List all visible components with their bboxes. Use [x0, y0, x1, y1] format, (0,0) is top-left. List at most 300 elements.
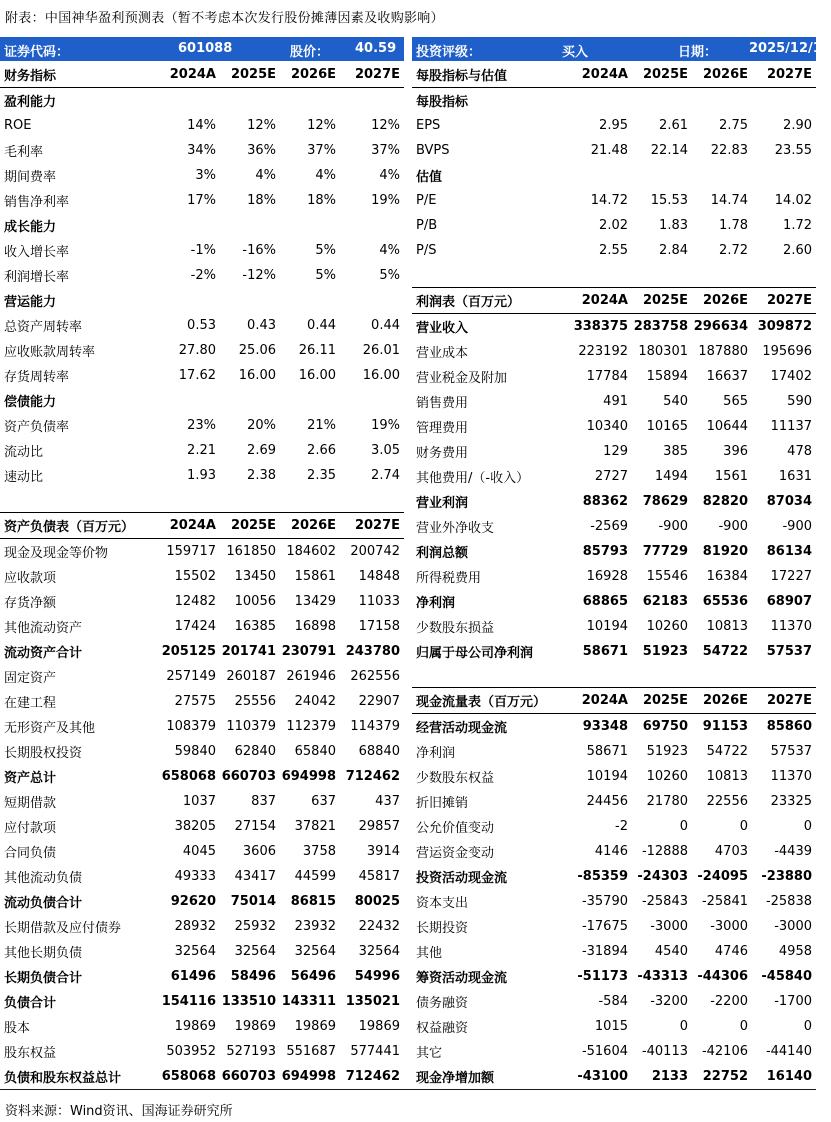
value-cell: 88362	[582, 494, 628, 509]
value-cell: 0	[803, 819, 812, 834]
value-cell: 4%	[255, 168, 276, 183]
value-cell: -900	[718, 519, 748, 534]
row-label: EPS	[416, 118, 441, 133]
value-cell: -43100	[577, 1069, 628, 1084]
value-cell: 13429	[294, 594, 336, 609]
value-cell: 19869	[358, 1019, 400, 1034]
year-header-0: 2024A	[572, 688, 632, 714]
table-row	[0, 363, 404, 388]
value-cell: 16384	[706, 569, 748, 584]
section-label: 偿债能力	[4, 395, 57, 410]
value-cell: 23.55	[774, 143, 812, 158]
table-row	[0, 764, 404, 789]
section-row	[0, 213, 404, 238]
bottom-rule	[0, 1089, 816, 1090]
table-row	[412, 339, 816, 364]
value-cell: 5%	[315, 243, 336, 258]
table-row	[0, 188, 404, 213]
table-row	[0, 313, 404, 338]
empty-cell	[692, 163, 752, 188]
year-header-3: 2027E	[752, 688, 816, 714]
table-row	[0, 839, 404, 864]
value-cell: 12482	[174, 594, 216, 609]
table-row	[0, 1014, 404, 1039]
value-cell: 154116	[161, 994, 216, 1009]
value-cell: 23%	[187, 418, 216, 433]
value-cell: 3914	[366, 844, 400, 859]
value-cell: -25841	[701, 894, 748, 909]
table-row	[0, 1039, 404, 1064]
row-label: 速动比	[4, 470, 44, 485]
value-cell: 3606	[242, 844, 276, 859]
table-row	[0, 989, 404, 1014]
table-row	[0, 739, 404, 764]
value-cell: 4540	[654, 944, 688, 959]
value-cell: 11033	[358, 594, 400, 609]
value-cell: 261946	[286, 669, 336, 684]
section-label: 盈利能力	[4, 95, 57, 110]
value-cell: 110379	[226, 719, 276, 734]
row-label: 其他	[416, 946, 443, 961]
empty-cell	[160, 388, 220, 413]
value-cell: 58496	[230, 969, 276, 984]
table-row	[0, 413, 404, 438]
value-cell: 0	[679, 819, 688, 834]
value-cell: 1631	[778, 469, 812, 484]
row-label: 长期借款及应付债券	[4, 921, 122, 936]
value-cell: 22907	[358, 694, 400, 709]
row-label: 期间费率	[4, 170, 57, 185]
row-label: 其他长期负债	[4, 946, 83, 961]
table-row	[412, 1014, 816, 1039]
value-cell: 12%	[307, 118, 336, 133]
value-cell: 24456	[586, 794, 628, 809]
value-cell: -42106	[701, 1044, 748, 1059]
row-label: 少数股东损益	[416, 621, 495, 636]
row-label: 负债合计	[4, 996, 57, 1011]
table-row	[412, 414, 816, 439]
row-label: 流动比	[4, 445, 44, 460]
empty-cell	[340, 288, 404, 313]
value-cell: 17158	[358, 619, 400, 634]
cash-flow-table	[412, 687, 816, 1089]
value-cell: 86134	[766, 544, 812, 559]
value-cell: 19869	[234, 1019, 276, 1034]
value-cell: 56496	[290, 969, 336, 984]
value-cell: 10260	[646, 619, 688, 634]
value-cell: 10194	[586, 619, 628, 634]
row-label: 股本	[4, 1021, 31, 1036]
row-label: 收入增长率	[4, 245, 70, 260]
value-cell: 3.05	[371, 443, 400, 458]
table-row	[412, 914, 816, 939]
row-label: 应收款项	[4, 571, 57, 586]
value-cell: 712462	[345, 769, 400, 784]
value-cell: -3200	[650, 994, 688, 1009]
value-cell: -900	[782, 519, 812, 534]
value-cell: 437	[375, 794, 400, 809]
value-cell: 540	[663, 394, 688, 409]
year-header-0: 2024A	[160, 62, 220, 88]
value-cell: 65536	[702, 594, 748, 609]
row-label: 营业税金及附加	[416, 371, 508, 386]
value-cell: -2569	[590, 519, 628, 534]
value-cell: 93348	[582, 719, 628, 734]
table-row	[412, 589, 816, 614]
value-cell: 18%	[247, 193, 276, 208]
value-cell: 58671	[582, 644, 628, 659]
value-cell: 180301	[638, 344, 688, 359]
table-row	[0, 914, 404, 939]
value-cell: 24042	[294, 694, 336, 709]
row-label: 投资活动现金流	[416, 871, 508, 886]
table-row	[0, 964, 404, 989]
table-row	[412, 789, 816, 814]
value-cell: 10194	[586, 769, 628, 784]
value-cell: 49333	[174, 869, 216, 884]
value-cell: 21.48	[590, 143, 628, 158]
value-cell: 22432	[358, 919, 400, 934]
row-label: 其他流动资产	[4, 621, 83, 636]
value-cell: 0	[739, 1019, 748, 1034]
empty-cell	[220, 388, 280, 413]
value-cell: 14.74	[710, 193, 748, 208]
value-cell: 25.06	[238, 343, 276, 358]
table-row	[412, 564, 816, 589]
value-cell: 68865	[582, 594, 628, 609]
value-cell: 187880	[698, 344, 748, 359]
section-label: 营运能力	[4, 295, 57, 310]
value-cell: 694998	[281, 1069, 336, 1084]
value-cell: 2.74	[371, 468, 400, 483]
value-cell: 114379	[350, 719, 400, 734]
table-row	[412, 814, 816, 839]
value-cell: 16637	[706, 369, 748, 384]
row-label: 销售费用	[416, 396, 469, 411]
value-cell: 230791	[281, 644, 336, 659]
value-cell: 243780	[345, 644, 400, 659]
value-cell: 4703	[714, 844, 748, 859]
table-header-label: 财务指标	[0, 62, 160, 88]
value-cell: 57537	[766, 644, 812, 659]
table-row	[412, 138, 816, 163]
table-row	[412, 539, 816, 564]
section-label: 每股指标	[416, 95, 469, 110]
value-cell: 59840	[174, 744, 216, 759]
value-cell: 54722	[706, 744, 748, 759]
value-cell: 81920	[702, 544, 748, 559]
table-row	[412, 739, 816, 764]
value-cell: -25838	[765, 894, 812, 909]
table-row	[412, 1064, 816, 1089]
value-cell: 159717	[166, 544, 216, 559]
year-header-3: 2027E	[340, 513, 404, 539]
table-row	[412, 389, 816, 414]
value-cell: 0	[803, 1019, 812, 1034]
value-cell: 14848	[358, 569, 400, 584]
value-cell: 14%	[187, 118, 216, 133]
value-cell: -85359	[577, 869, 628, 884]
value-cell: -16%	[242, 243, 276, 258]
empty-cell	[160, 213, 220, 238]
row-label: 营业收入	[416, 321, 469, 336]
empty-cell	[752, 163, 816, 188]
value-cell: -3000	[650, 919, 688, 934]
value-cell: 2727	[594, 469, 628, 484]
value-cell: 1.78	[719, 218, 748, 233]
date-label: 日期：	[678, 45, 718, 60]
value-cell: 4146	[594, 844, 628, 859]
year-header-2: 2026E	[692, 62, 752, 88]
value-cell: -45840	[761, 969, 812, 984]
row-label: 资产总计	[4, 771, 57, 786]
empty-cell	[692, 88, 752, 114]
value-cell: -12888	[641, 844, 688, 859]
value-cell: 62183	[642, 594, 688, 609]
value-cell: 1.83	[659, 218, 688, 233]
value-cell: -1700	[774, 994, 812, 1009]
empty-cell	[632, 163, 692, 188]
value-cell: 14.02	[774, 193, 812, 208]
value-cell: 51923	[646, 744, 688, 759]
table-header-row	[412, 688, 816, 714]
value-cell: 184602	[286, 544, 336, 559]
value-cell: 17.62	[178, 368, 216, 383]
value-cell: 32564	[358, 944, 400, 959]
value-cell: 200742	[350, 544, 400, 559]
value-cell: 660703	[221, 1069, 276, 1084]
table-header-row	[412, 62, 816, 88]
value-cell: 91153	[702, 719, 748, 734]
section-row	[412, 163, 816, 188]
value-cell: 10813	[706, 769, 748, 784]
value-cell: 2.69	[247, 443, 276, 458]
row-label: 营业外净收支	[416, 521, 495, 536]
row-label: 资产负债率	[4, 420, 70, 435]
value-cell: 385	[663, 444, 688, 459]
empty-cell	[280, 288, 340, 313]
row-label: 股东权益	[4, 1046, 57, 1061]
year-header-2: 2026E	[692, 688, 752, 714]
row-label: 其他费用/（-收入）	[416, 471, 530, 486]
row-label: 所得税费用	[416, 571, 482, 586]
row-label: 应收账款周转率	[4, 345, 96, 360]
table-row	[0, 589, 404, 614]
year-header-3: 2027E	[340, 62, 404, 88]
table-row	[0, 138, 404, 163]
value-cell: 0.44	[371, 318, 400, 333]
value-cell: 44599	[294, 869, 336, 884]
value-cell: 85793	[582, 544, 628, 559]
value-cell: 637	[311, 794, 336, 809]
empty-cell	[752, 88, 816, 114]
table-row	[0, 714, 404, 739]
value-cell: 1037	[182, 794, 216, 809]
value-cell: 565	[723, 394, 748, 409]
value-cell: 80025	[354, 894, 400, 909]
row-label: 长期股权投资	[4, 746, 83, 761]
value-cell: 25932	[234, 919, 276, 934]
value-cell: 16.00	[298, 368, 336, 383]
value-cell: 0	[739, 819, 748, 834]
value-cell: 10644	[706, 419, 748, 434]
table-row	[0, 338, 404, 363]
row-label: 流动资产合计	[4, 646, 83, 661]
value-cell: 1494	[654, 469, 688, 484]
table-row	[0, 1064, 404, 1089]
value-cell: 37%	[371, 143, 400, 158]
table-row	[0, 814, 404, 839]
row-label: 筹资活动现金流	[416, 971, 508, 986]
value-cell: 75014	[230, 894, 276, 909]
value-cell: 58671	[586, 744, 628, 759]
value-cell: 108379	[166, 719, 216, 734]
row-label: 短期借款	[4, 796, 57, 811]
value-cell: 19869	[294, 1019, 336, 1034]
value-cell: 86815	[290, 894, 336, 909]
value-cell: -23880	[761, 869, 812, 884]
value-cell: 78629	[642, 494, 688, 509]
value-cell: 2.21	[187, 443, 216, 458]
value-cell: 16.00	[362, 368, 400, 383]
value-cell: 590	[787, 394, 812, 409]
value-cell: 660703	[221, 769, 276, 784]
empty-cell	[220, 213, 280, 238]
value-cell: 0.53	[187, 318, 216, 333]
value-cell: 27154	[234, 819, 276, 834]
value-cell: 694998	[281, 769, 336, 784]
value-cell: 283758	[633, 319, 688, 334]
value-cell: 201741	[221, 644, 276, 659]
value-cell: 12%	[247, 118, 276, 133]
year-header-3: 2027E	[752, 288, 816, 314]
table-row	[0, 438, 404, 463]
table-header-label: 利润表（百万元）	[412, 288, 572, 314]
table-row	[412, 989, 816, 1014]
value-cell: 17227	[770, 569, 812, 584]
empty-cell	[160, 288, 220, 313]
empty-cell	[280, 88, 340, 114]
value-cell: 4%	[315, 168, 336, 183]
row-label: ROE	[4, 118, 32, 133]
value-cell: 13450	[234, 569, 276, 584]
year-header-1: 2025E	[632, 688, 692, 714]
row-label: 在建工程	[4, 696, 57, 711]
table-row	[0, 639, 404, 664]
value-cell: 2.90	[783, 118, 812, 133]
row-label: 长期负债合计	[4, 971, 83, 986]
value-cell: -2200	[710, 994, 748, 1009]
value-cell: 92620	[170, 894, 216, 909]
row-label: 其他流动负债	[4, 871, 83, 886]
table-row	[0, 789, 404, 814]
empty-cell	[572, 88, 632, 114]
table-row	[412, 864, 816, 889]
value-cell: -44306	[697, 969, 748, 984]
row-label: 存货周转率	[4, 370, 70, 385]
table-row	[0, 463, 404, 488]
empty-cell	[340, 213, 404, 238]
value-cell: 57537	[770, 744, 812, 759]
value-cell: 10165	[646, 419, 688, 434]
row-label: 管理费用	[416, 421, 469, 436]
section-label: 成长能力	[4, 220, 57, 235]
value-cell: 112379	[286, 719, 336, 734]
table-header-label: 现金流量表（百万元）	[412, 688, 572, 714]
table-header-label: 资产负债表（百万元）	[0, 513, 160, 539]
empty-cell	[340, 88, 404, 114]
value-cell: -1%	[190, 243, 216, 258]
value-cell: 21%	[307, 418, 336, 433]
row-label: 少数股东权益	[416, 771, 495, 786]
value-cell: -12%	[242, 268, 276, 283]
empty-cell	[572, 163, 632, 188]
row-label: 销售净利率	[4, 195, 70, 210]
value-cell: 577441	[350, 1044, 400, 1059]
table-row	[0, 539, 404, 565]
income-statement-table	[412, 287, 816, 664]
value-cell: 2.35	[307, 468, 336, 483]
value-cell: 491	[603, 394, 628, 409]
value-cell: 22.83	[710, 143, 748, 158]
table-row	[412, 364, 816, 389]
value-cell: 23325	[770, 794, 812, 809]
value-cell: 19%	[371, 193, 400, 208]
table-row	[412, 614, 816, 639]
value-cell: 129	[603, 444, 628, 459]
value-cell: 17424	[174, 619, 216, 634]
financial-indicators-table	[0, 62, 404, 488]
section-row	[0, 288, 404, 313]
table-row	[0, 864, 404, 889]
value-cell: 309872	[757, 319, 812, 334]
value-cell: 26.11	[298, 343, 336, 358]
value-cell: 5%	[379, 268, 400, 283]
value-cell: -40113	[641, 1044, 688, 1059]
row-label: 其它	[416, 1046, 443, 1061]
value-cell: -900	[658, 519, 688, 534]
value-cell: 2133	[651, 1069, 688, 1084]
value-cell: 15894	[646, 369, 688, 384]
value-cell: 4045	[182, 844, 216, 859]
value-cell: 32564	[294, 944, 336, 959]
value-cell: 22752	[702, 1069, 748, 1084]
table-row	[412, 188, 816, 213]
table-row	[412, 314, 816, 340]
value-cell: 837	[251, 794, 276, 809]
table-row	[0, 614, 404, 639]
empty-cell	[632, 88, 692, 114]
value-cell: 15502	[174, 569, 216, 584]
value-cell: 4746	[714, 944, 748, 959]
value-cell: 15.53	[650, 193, 688, 208]
table-row	[412, 439, 816, 464]
value-cell: 4%	[379, 168, 400, 183]
row-label: 净利润	[416, 596, 456, 611]
year-header-1: 2025E	[220, 62, 280, 88]
row-label: 合同负债	[4, 846, 57, 861]
value-cell: 22556	[706, 794, 748, 809]
value-cell: 16385	[234, 619, 276, 634]
value-cell: 396	[723, 444, 748, 459]
value-cell: -25843	[641, 894, 688, 909]
value-cell: 658068	[161, 1069, 216, 1084]
value-cell: 3%	[195, 168, 216, 183]
value-cell: 2.72	[719, 243, 748, 258]
value-cell: 527193	[226, 1044, 276, 1059]
value-cell: 10340	[586, 419, 628, 434]
row-label: 现金净增加额	[416, 1071, 495, 1086]
